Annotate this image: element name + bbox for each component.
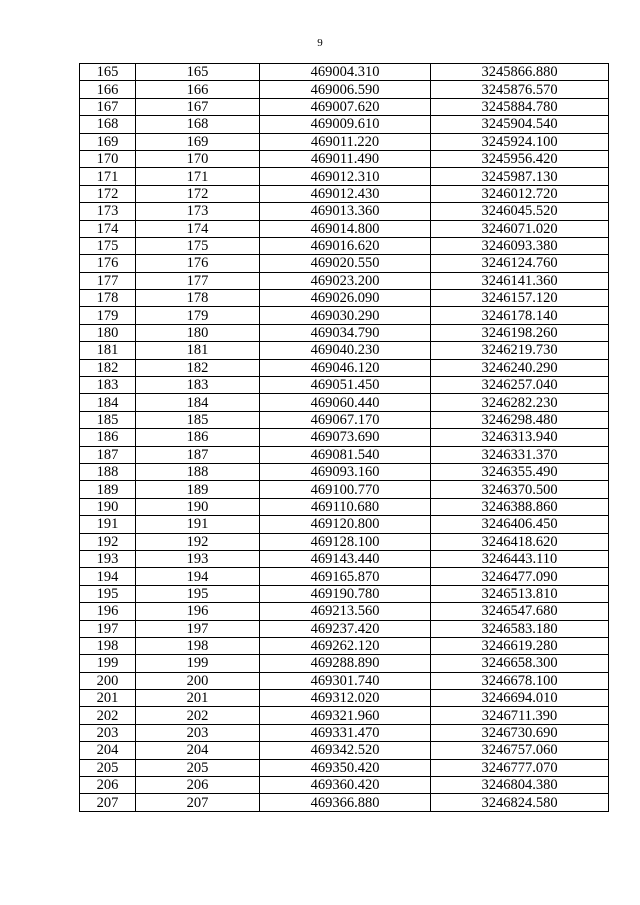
coordinates-table-body [80, 64, 609, 812]
point-id-cell: 172 [136, 185, 260, 202]
point-id-cell: 181 [136, 342, 260, 359]
point-id-cell: 206 [136, 777, 260, 794]
y-coordinate-cell: 3246443.110 [431, 550, 609, 567]
table-row [80, 394, 609, 411]
point-id-cell: 201 [136, 690, 260, 707]
y-coordinate-cell: 3246282.230 [431, 394, 609, 411]
table-row [80, 307, 609, 324]
x-coordinate-cell: 469011.490 [260, 150, 431, 167]
x-coordinate-cell: 469007.620 [260, 98, 431, 115]
y-coordinate-cell: 3246694.010 [431, 690, 609, 707]
point-id-cell: 205 [136, 759, 260, 776]
x-coordinate-cell: 469067.170 [260, 411, 431, 428]
table-row [80, 429, 609, 446]
table-row [80, 81, 609, 98]
x-coordinate-cell: 469040.230 [260, 342, 431, 359]
table-row [80, 637, 609, 654]
table-row [80, 290, 609, 307]
point-number-cell: 181 [80, 342, 136, 359]
point-id-cell: 175 [136, 237, 260, 254]
y-coordinate-cell: 3245876.570 [431, 81, 609, 98]
x-coordinate-cell: 469030.290 [260, 307, 431, 324]
y-coordinate-cell: 3246093.380 [431, 237, 609, 254]
y-coordinate-cell: 3246219.730 [431, 342, 609, 359]
point-number-cell: 196 [80, 603, 136, 620]
y-coordinate-cell: 3246619.280 [431, 637, 609, 654]
x-coordinate-cell: 469012.430 [260, 185, 431, 202]
y-coordinate-cell: 3246331.370 [431, 446, 609, 463]
x-coordinate-cell: 469093.160 [260, 463, 431, 480]
point-id-cell: 190 [136, 498, 260, 515]
point-number-cell: 197 [80, 620, 136, 637]
point-number-cell: 166 [80, 81, 136, 98]
x-coordinate-cell: 469011.220 [260, 133, 431, 150]
point-number-cell: 168 [80, 116, 136, 133]
point-number-cell: 195 [80, 585, 136, 602]
point-id-cell: 199 [136, 655, 260, 672]
point-id-cell: 195 [136, 585, 260, 602]
table-row [80, 272, 609, 289]
point-number-cell: 167 [80, 98, 136, 115]
x-coordinate-cell: 469110.680 [260, 498, 431, 515]
point-id-cell: 200 [136, 672, 260, 689]
x-coordinate-cell: 469034.790 [260, 324, 431, 341]
point-id-cell: 202 [136, 707, 260, 724]
x-coordinate-cell: 469023.200 [260, 272, 431, 289]
table-row [80, 150, 609, 167]
x-coordinate-cell: 469321.960 [260, 707, 431, 724]
point-id-cell: 178 [136, 290, 260, 307]
x-coordinate-cell: 469100.770 [260, 481, 431, 498]
point-id-cell: 192 [136, 533, 260, 550]
table-row [80, 516, 609, 533]
point-number-cell: 188 [80, 463, 136, 480]
table-row [80, 759, 609, 776]
x-coordinate-cell: 469350.420 [260, 759, 431, 776]
page-number: 9 [317, 37, 323, 49]
x-coordinate-cell: 469312.020 [260, 690, 431, 707]
point-id-cell: 179 [136, 307, 260, 324]
point-number-cell: 169 [80, 133, 136, 150]
point-number-cell: 199 [80, 655, 136, 672]
y-coordinate-cell: 3246513.810 [431, 585, 609, 602]
table-row [80, 98, 609, 115]
point-id-cell: 166 [136, 81, 260, 98]
point-id-cell: 193 [136, 550, 260, 567]
point-number-cell: 177 [80, 272, 136, 289]
y-coordinate-cell: 3246045.520 [431, 203, 609, 220]
x-coordinate-cell: 469120.800 [260, 516, 431, 533]
table-row [80, 672, 609, 689]
x-coordinate-cell: 469331.470 [260, 724, 431, 741]
x-coordinate-cell: 469262.120 [260, 637, 431, 654]
y-coordinate-cell: 3246406.450 [431, 516, 609, 533]
table-row [80, 585, 609, 602]
y-coordinate-cell: 3245924.100 [431, 133, 609, 150]
table-row [80, 463, 609, 480]
point-number-cell: 204 [80, 742, 136, 759]
x-coordinate-cell: 469006.590 [260, 81, 431, 98]
y-coordinate-cell: 3246418.620 [431, 533, 609, 550]
y-coordinate-cell: 3246257.040 [431, 377, 609, 394]
point-number-cell: 180 [80, 324, 136, 341]
table-row [80, 220, 609, 237]
x-coordinate-cell: 469360.420 [260, 777, 431, 794]
table-row [80, 377, 609, 394]
x-coordinate-cell: 469366.880 [260, 794, 431, 811]
y-coordinate-cell: 3246124.760 [431, 255, 609, 272]
point-id-cell: 191 [136, 516, 260, 533]
x-coordinate-cell: 469004.310 [260, 64, 431, 81]
x-coordinate-cell: 469073.690 [260, 429, 431, 446]
point-number-cell: 185 [80, 411, 136, 428]
point-number-cell: 193 [80, 550, 136, 567]
table-row [80, 116, 609, 133]
y-coordinate-cell: 3246178.140 [431, 307, 609, 324]
table-row [80, 707, 609, 724]
point-number-cell: 203 [80, 724, 136, 741]
y-coordinate-cell: 3246804.380 [431, 777, 609, 794]
point-number-cell: 175 [80, 237, 136, 254]
x-coordinate-cell: 469009.610 [260, 116, 431, 133]
x-coordinate-cell: 469016.620 [260, 237, 431, 254]
table-row [80, 237, 609, 254]
y-coordinate-cell: 3246298.480 [431, 411, 609, 428]
table-row [80, 550, 609, 567]
x-coordinate-cell: 469237.420 [260, 620, 431, 637]
point-number-cell: 178 [80, 290, 136, 307]
point-id-cell: 197 [136, 620, 260, 637]
y-coordinate-cell: 3246157.120 [431, 290, 609, 307]
x-coordinate-cell: 469046.120 [260, 359, 431, 376]
y-coordinate-cell: 3246071.020 [431, 220, 609, 237]
table-row [80, 603, 609, 620]
y-coordinate-cell: 3246711.390 [431, 707, 609, 724]
table-row [80, 359, 609, 376]
point-id-cell: 176 [136, 255, 260, 272]
point-number-cell: 200 [80, 672, 136, 689]
y-coordinate-cell: 3246240.290 [431, 359, 609, 376]
y-coordinate-cell: 3246658.300 [431, 655, 609, 672]
y-coordinate-cell: 3246355.490 [431, 463, 609, 480]
point-id-cell: 169 [136, 133, 260, 150]
y-coordinate-cell: 3245956.420 [431, 150, 609, 167]
table-row [80, 794, 609, 811]
point-id-cell: 183 [136, 377, 260, 394]
y-coordinate-cell: 3246198.260 [431, 324, 609, 341]
point-number-cell: 174 [80, 220, 136, 237]
point-id-cell: 203 [136, 724, 260, 741]
point-id-cell: 171 [136, 168, 260, 185]
table-row [80, 185, 609, 202]
table-row [80, 498, 609, 515]
point-id-cell: 173 [136, 203, 260, 220]
point-number-cell: 198 [80, 637, 136, 654]
table-row [80, 446, 609, 463]
x-coordinate-cell: 469288.890 [260, 655, 431, 672]
point-id-cell: 207 [136, 794, 260, 811]
y-coordinate-cell: 3246388.860 [431, 498, 609, 515]
point-number-cell: 201 [80, 690, 136, 707]
x-coordinate-cell: 469026.090 [260, 290, 431, 307]
x-coordinate-cell: 469128.100 [260, 533, 431, 550]
x-coordinate-cell: 469081.540 [260, 446, 431, 463]
point-id-cell: 180 [136, 324, 260, 341]
point-id-cell: 196 [136, 603, 260, 620]
point-id-cell: 186 [136, 429, 260, 446]
point-number-cell: 187 [80, 446, 136, 463]
point-id-cell: 177 [136, 272, 260, 289]
table-row [80, 568, 609, 585]
point-id-cell: 170 [136, 150, 260, 167]
point-number-cell: 207 [80, 794, 136, 811]
point-number-cell: 202 [80, 707, 136, 724]
point-number-cell: 190 [80, 498, 136, 515]
table-row [80, 655, 609, 672]
point-id-cell: 187 [136, 446, 260, 463]
x-coordinate-cell: 469143.440 [260, 550, 431, 567]
y-coordinate-cell: 3246678.100 [431, 672, 609, 689]
coordinates-table [79, 63, 609, 812]
x-coordinate-cell: 469342.520 [260, 742, 431, 759]
table-row [80, 690, 609, 707]
point-number-cell: 179 [80, 307, 136, 324]
y-coordinate-cell: 3245884.780 [431, 98, 609, 115]
x-coordinate-cell: 469301.740 [260, 672, 431, 689]
y-coordinate-cell: 3246477.090 [431, 568, 609, 585]
x-coordinate-cell: 469213.560 [260, 603, 431, 620]
table-row [80, 777, 609, 794]
point-id-cell: 198 [136, 637, 260, 654]
y-coordinate-cell: 3246370.500 [431, 481, 609, 498]
point-id-cell: 168 [136, 116, 260, 133]
x-coordinate-cell: 469013.360 [260, 203, 431, 220]
point-id-cell: 165 [136, 64, 260, 81]
point-number-cell: 170 [80, 150, 136, 167]
table-row [80, 411, 609, 428]
y-coordinate-cell: 3246313.940 [431, 429, 609, 446]
y-coordinate-cell: 3245904.540 [431, 116, 609, 133]
point-number-cell: 191 [80, 516, 136, 533]
point-id-cell: 167 [136, 98, 260, 115]
table-row [80, 324, 609, 341]
point-number-cell: 192 [80, 533, 136, 550]
point-id-cell: 184 [136, 394, 260, 411]
table-row [80, 742, 609, 759]
point-id-cell: 185 [136, 411, 260, 428]
x-coordinate-cell: 469020.550 [260, 255, 431, 272]
x-coordinate-cell: 469051.450 [260, 377, 431, 394]
y-coordinate-cell: 3245866.880 [431, 64, 609, 81]
table-row [80, 533, 609, 550]
point-number-cell: 182 [80, 359, 136, 376]
point-number-cell: 173 [80, 203, 136, 220]
table-row [80, 724, 609, 741]
y-coordinate-cell: 3246547.680 [431, 603, 609, 620]
point-id-cell: 204 [136, 742, 260, 759]
y-coordinate-cell: 3246824.580 [431, 794, 609, 811]
point-number-cell: 205 [80, 759, 136, 776]
table-row [80, 64, 609, 81]
x-coordinate-cell: 469014.800 [260, 220, 431, 237]
y-coordinate-cell: 3246777.070 [431, 759, 609, 776]
point-id-cell: 182 [136, 359, 260, 376]
table-row [80, 168, 609, 185]
point-number-cell: 184 [80, 394, 136, 411]
point-number-cell: 165 [80, 64, 136, 81]
point-number-cell: 206 [80, 777, 136, 794]
point-number-cell: 186 [80, 429, 136, 446]
point-number-cell: 194 [80, 568, 136, 585]
y-coordinate-cell: 3246730.690 [431, 724, 609, 741]
table-row [80, 133, 609, 150]
x-coordinate-cell: 469012.310 [260, 168, 431, 185]
point-number-cell: 171 [80, 168, 136, 185]
point-number-cell: 176 [80, 255, 136, 272]
point-id-cell: 188 [136, 463, 260, 480]
point-number-cell: 183 [80, 377, 136, 394]
x-coordinate-cell: 469165.870 [260, 568, 431, 585]
point-id-cell: 189 [136, 481, 260, 498]
point-number-cell: 172 [80, 185, 136, 202]
y-coordinate-cell: 3246012.720 [431, 185, 609, 202]
table-row [80, 255, 609, 272]
x-coordinate-cell: 469060.440 [260, 394, 431, 411]
point-id-cell: 174 [136, 220, 260, 237]
x-coordinate-cell: 469190.780 [260, 585, 431, 602]
y-coordinate-cell: 3246583.180 [431, 620, 609, 637]
point-id-cell: 194 [136, 568, 260, 585]
y-coordinate-cell: 3246141.360 [431, 272, 609, 289]
y-coordinate-cell: 3245987.130 [431, 168, 609, 185]
point-number-cell: 189 [80, 481, 136, 498]
table-row [80, 481, 609, 498]
table-row [80, 342, 609, 359]
table-row [80, 203, 609, 220]
y-coordinate-cell: 3246757.060 [431, 742, 609, 759]
table-row [80, 620, 609, 637]
